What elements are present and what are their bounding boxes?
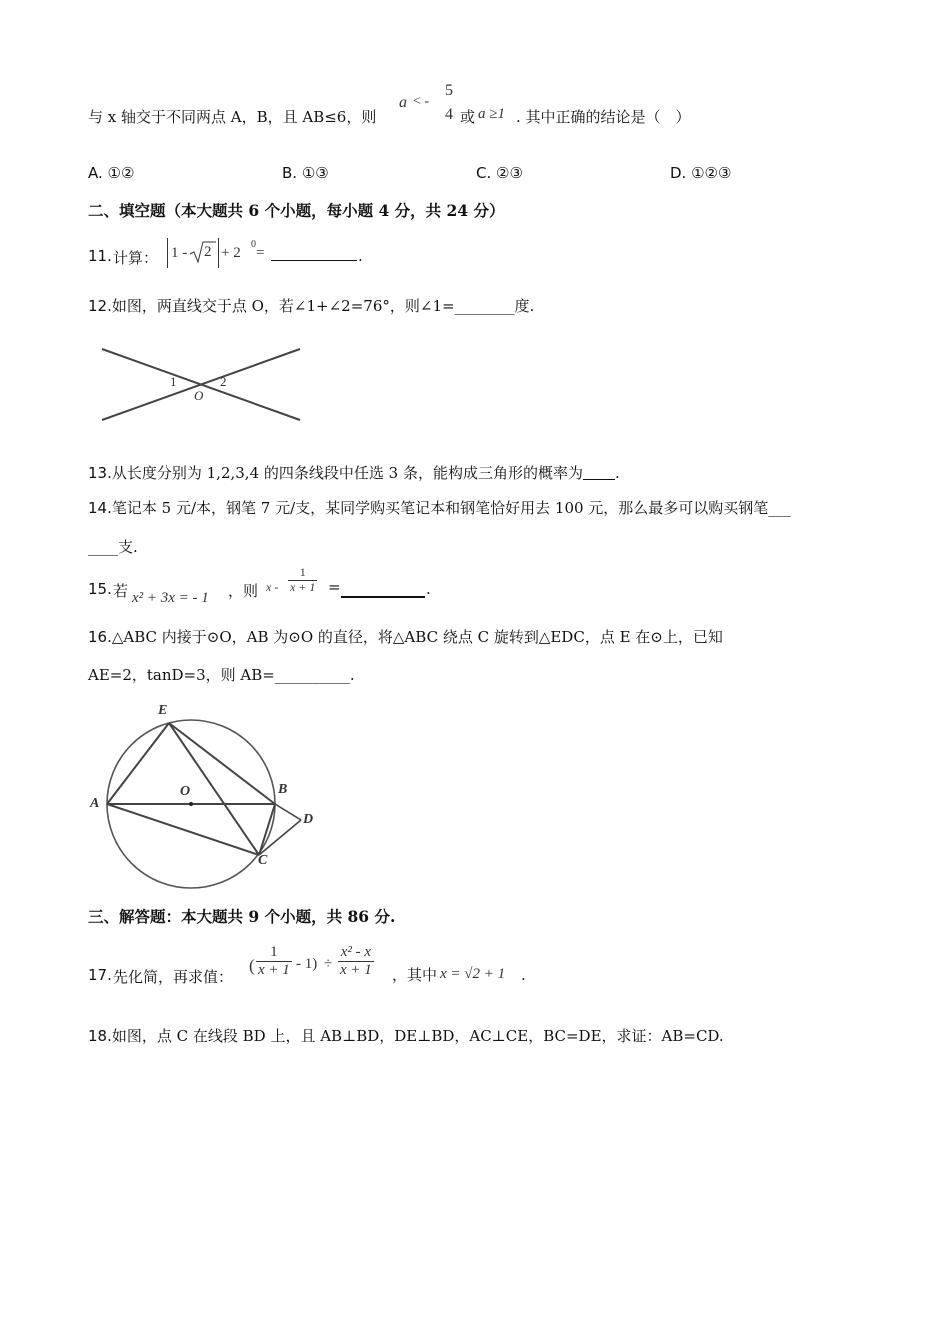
fig16-seg-bd [275, 804, 301, 820]
q10-cond1-den: 4 [445, 106, 453, 123]
q17-fraction-2 [338, 944, 374, 980]
q11-radicand: 2 [204, 244, 212, 260]
q11-number: 11. [88, 247, 112, 265]
q15-text: 若 [113, 582, 129, 600]
fig16-label-d: D [303, 812, 314, 827]
q11-equals: = [256, 245, 265, 261]
fig16-label-c: C [258, 853, 268, 868]
q10-prefix: 与 x 轴交于不同两点 A，B，且 AB≤6，则 [88, 108, 377, 126]
q15-then: ，则 [228, 582, 259, 600]
q10-option-d[interactable]: D. ①②③ [670, 164, 732, 182]
q11-expr-b: + 2 [221, 245, 241, 261]
q18 [88, 1025, 724, 1046]
q18-text: 如图，点 C 在线段 BD 上，且 AB⊥BD，DE⊥BD，AC⊥CE，BC=DE，求证：AB=CD. [111, 1027, 724, 1045]
q17-f1-num: 1 [270, 944, 278, 960]
q10-suffix: . 其中正确的结论是（ ） [516, 108, 691, 126]
fig16-circle-figure [86, 700, 326, 895]
q15-expr-pre: x - [266, 580, 279, 594]
q15-equation: x² + 3x = - 1 [132, 590, 209, 606]
q10-option-a[interactable]: A. ①② [88, 164, 135, 182]
q17-f2-num: x² - x [340, 944, 372, 960]
q17-end: . [521, 966, 526, 984]
q11-abs-bar-right [218, 238, 219, 268]
q12-number: 12. [88, 297, 112, 315]
q15-frac-num: 1 [299, 565, 306, 579]
fig16-label-b: B [278, 782, 288, 797]
q11 [88, 238, 488, 270]
q16-number: 16. [88, 628, 112, 646]
q10-option-b[interactable]: B. ①③ [282, 164, 329, 182]
q16-line1 [88, 626, 723, 647]
q15 [88, 566, 448, 610]
q16-line2: AE=2，tanD=3，则 AB=__________. [88, 666, 355, 684]
q12 [88, 295, 534, 316]
fig12-label-2: 2 [220, 374, 227, 389]
q14-number: 14. [88, 499, 112, 517]
fig16-label-e: E [158, 703, 168, 718]
q15-equals: = [328, 578, 341, 596]
q11-answer-blank[interactable] [271, 246, 357, 261]
q12-text: 如图，两直线交于点 O，若∠1+∠2=76°，则∠1=________度. [111, 297, 535, 315]
q11-exponent: 0 [251, 239, 256, 250]
q11-abs-bar-left [167, 238, 168, 268]
q17-minus-one: - 1) [296, 956, 318, 972]
q10-cond2: a ≥1 [478, 106, 505, 122]
q11-expr-a: 1 - [171, 245, 188, 261]
q17-where: ，其中 [392, 966, 438, 984]
q17-open-paren: ( [249, 956, 255, 975]
q13 [88, 462, 620, 483]
q15-answer-blank[interactable] [341, 582, 425, 598]
q17-number: 17. [88, 966, 112, 984]
q16-text-line1: △ABC 内接于⊙O，AB 为⊙O 的直径，将△ABC 绕点 C 旋转到△EDC，点 E 在⊙上，已知 [111, 628, 723, 646]
fig12-label-1: 1 [170, 374, 177, 389]
fig16-seg-ae [107, 723, 169, 804]
q13-end: . [614, 464, 620, 482]
q17-text: 先化简，再求值： [113, 968, 234, 986]
q10-option-c[interactable]: C. ②③ [476, 164, 523, 182]
q15-frac-den: x + 1 [290, 579, 316, 594]
q17 [88, 942, 548, 992]
q14-line2: ____支. [88, 538, 138, 556]
fig16-label-a: A [90, 796, 100, 811]
q13-text: 从长度分别为 1,2,3,4 的四条线段中任选 3 条，能构成三角形的概率为 [111, 464, 583, 482]
q10-cond1-op: < - [413, 94, 430, 109]
q15-number: 15. [88, 580, 112, 598]
q11-end: . [358, 247, 363, 265]
q18-number: 18. [88, 1027, 112, 1045]
fig16-center-dot [189, 802, 193, 806]
q17-fraction-1 [256, 944, 292, 980]
q17-x-value: x = √2 + 1 [440, 966, 506, 982]
fig12-label-o: O [194, 388, 204, 403]
section2-title: 二、填空题（本大题共 6 个小题，每小题 4 分，共 24 分） [88, 201, 505, 220]
q15-end: . [426, 580, 431, 598]
q10-cond1-var: a [399, 94, 407, 111]
fig16-seg-ac [107, 804, 259, 855]
q17-f2-den: x + 1 [340, 962, 372, 979]
q14-line1 [88, 497, 791, 518]
q14-text-line1: 笔记本 5 元/本，钢笔 7 元/支，某同学购买笔记本和钢笔恰好用去 100 元，那么最多可以购买钢笔___ [111, 499, 791, 517]
fig16-label-o: O [180, 784, 191, 799]
q17-divide: ÷ [324, 956, 333, 972]
q13-answer-blank[interactable] [583, 465, 615, 480]
q13-number: 13. [88, 464, 112, 482]
q15-fraction [288, 566, 317, 595]
q11-text: 计算： [113, 249, 159, 267]
q11-sqrt-icon [189, 240, 217, 264]
q10-or: 或 [460, 108, 476, 126]
q10-cond1-num: 5 [445, 82, 453, 99]
section3-title: 三、解答题：本大题共 9 个小题，共 86 分. [88, 907, 396, 926]
fig12-two-lines [98, 340, 308, 435]
q17-f1-den: x + 1 [258, 962, 290, 979]
